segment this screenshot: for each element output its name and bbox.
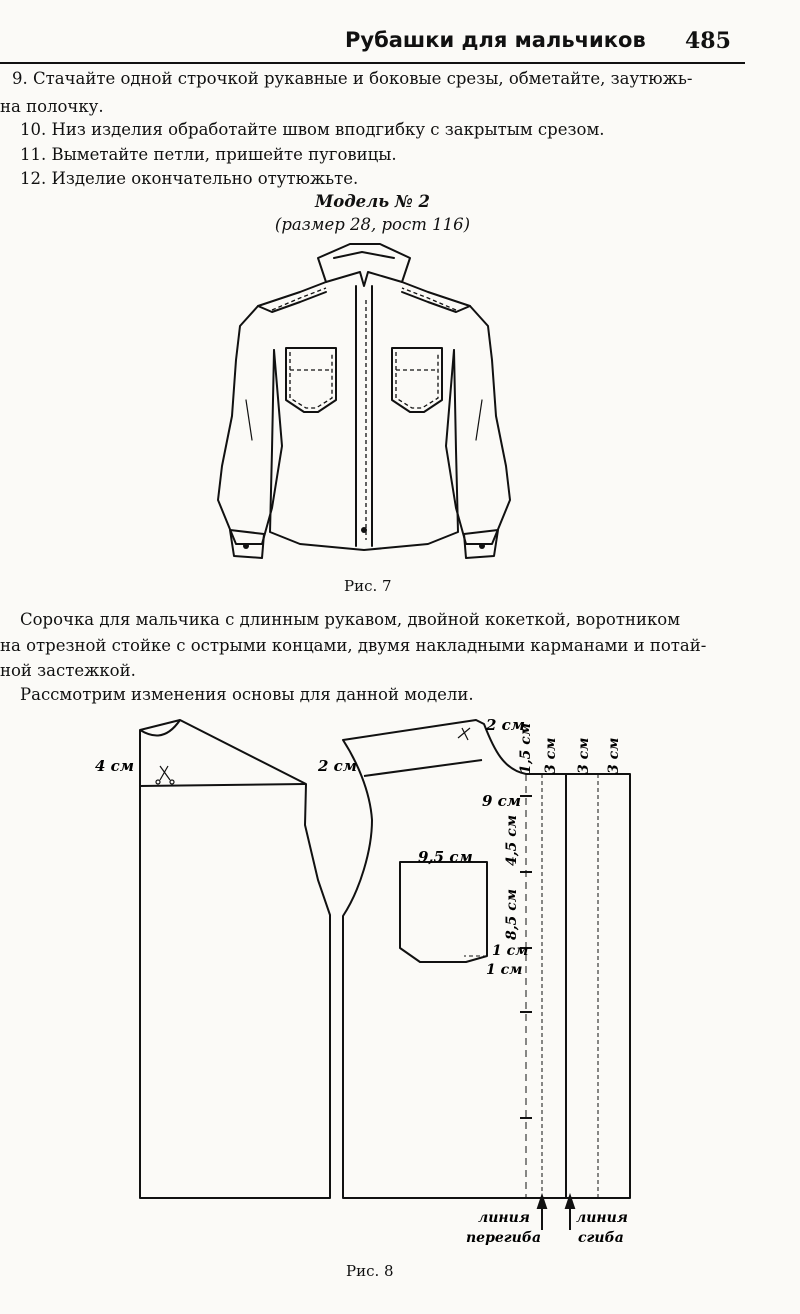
page-header-title: Рубашки для мальчиков — [345, 28, 646, 52]
pocket-height-label: 8,5 см — [504, 888, 520, 940]
model-subtitle: (размер 28, рост 116) — [274, 215, 471, 234]
shoulder-label: 2 см — [486, 716, 526, 734]
extension-label-1: 3 см — [543, 737, 559, 774]
back-yoke-label: 4 см — [95, 757, 135, 775]
crease-line-label-b: сгиба — [578, 1230, 624, 1246]
description-line: на отрезной стойке с острыми концами, двумя накладными карманами и потай- — [0, 636, 707, 655]
pocket-width-label: 9,5 см — [418, 848, 473, 866]
extension-label-2: 3 см — [576, 737, 592, 774]
pattern-diagram — [0, 700, 800, 1260]
fold-line-label-b: перегиба — [466, 1230, 542, 1246]
crease-line-label-a: линия — [576, 1210, 628, 1226]
shirt-illustration — [0, 240, 800, 570]
front-yoke-label: 2 см — [318, 757, 358, 775]
model-title: Модель № 2 — [314, 192, 431, 211]
description-line: ной застежкой. — [0, 661, 136, 680]
step-line: 12. Изделие окончательно отутюжьте. — [20, 169, 359, 188]
step-line: 9. Стачайте одной строчкой рукавные и боковые срезы, обметайте, заутюжь- — [12, 69, 693, 88]
intro-line: Рассмотрим изменения основы для данной модели. — [20, 685, 474, 704]
fold-line-label-a: линия — [478, 1210, 530, 1226]
step-line: 11. Выметайте петли, пришейте пуговицы. — [20, 145, 397, 164]
corner-label-2: 1 см — [486, 962, 523, 978]
header-rule — [0, 62, 745, 64]
extension-label-3: 3 см — [606, 737, 622, 774]
step-line: на полочку. — [0, 97, 104, 116]
neck-drop-label: 1,5 см — [518, 722, 534, 774]
figure-8-caption: Рис. 8 — [346, 1262, 394, 1280]
page-number: 485 — [685, 28, 731, 54]
figure-7-caption: Рис. 7 — [344, 577, 392, 595]
step-line: 10. Низ изделия обработайте швом вподгибку с закрытым срезом. — [20, 120, 605, 139]
corner-label-1: 1 см — [492, 943, 529, 959]
pocket-top-label: 9 см — [482, 792, 522, 810]
description-line: Сорочка для мальчика с длинным рукавом, двойной кокеткой, воротником — [20, 610, 681, 629]
gap-label: 4,5 см — [504, 814, 520, 866]
